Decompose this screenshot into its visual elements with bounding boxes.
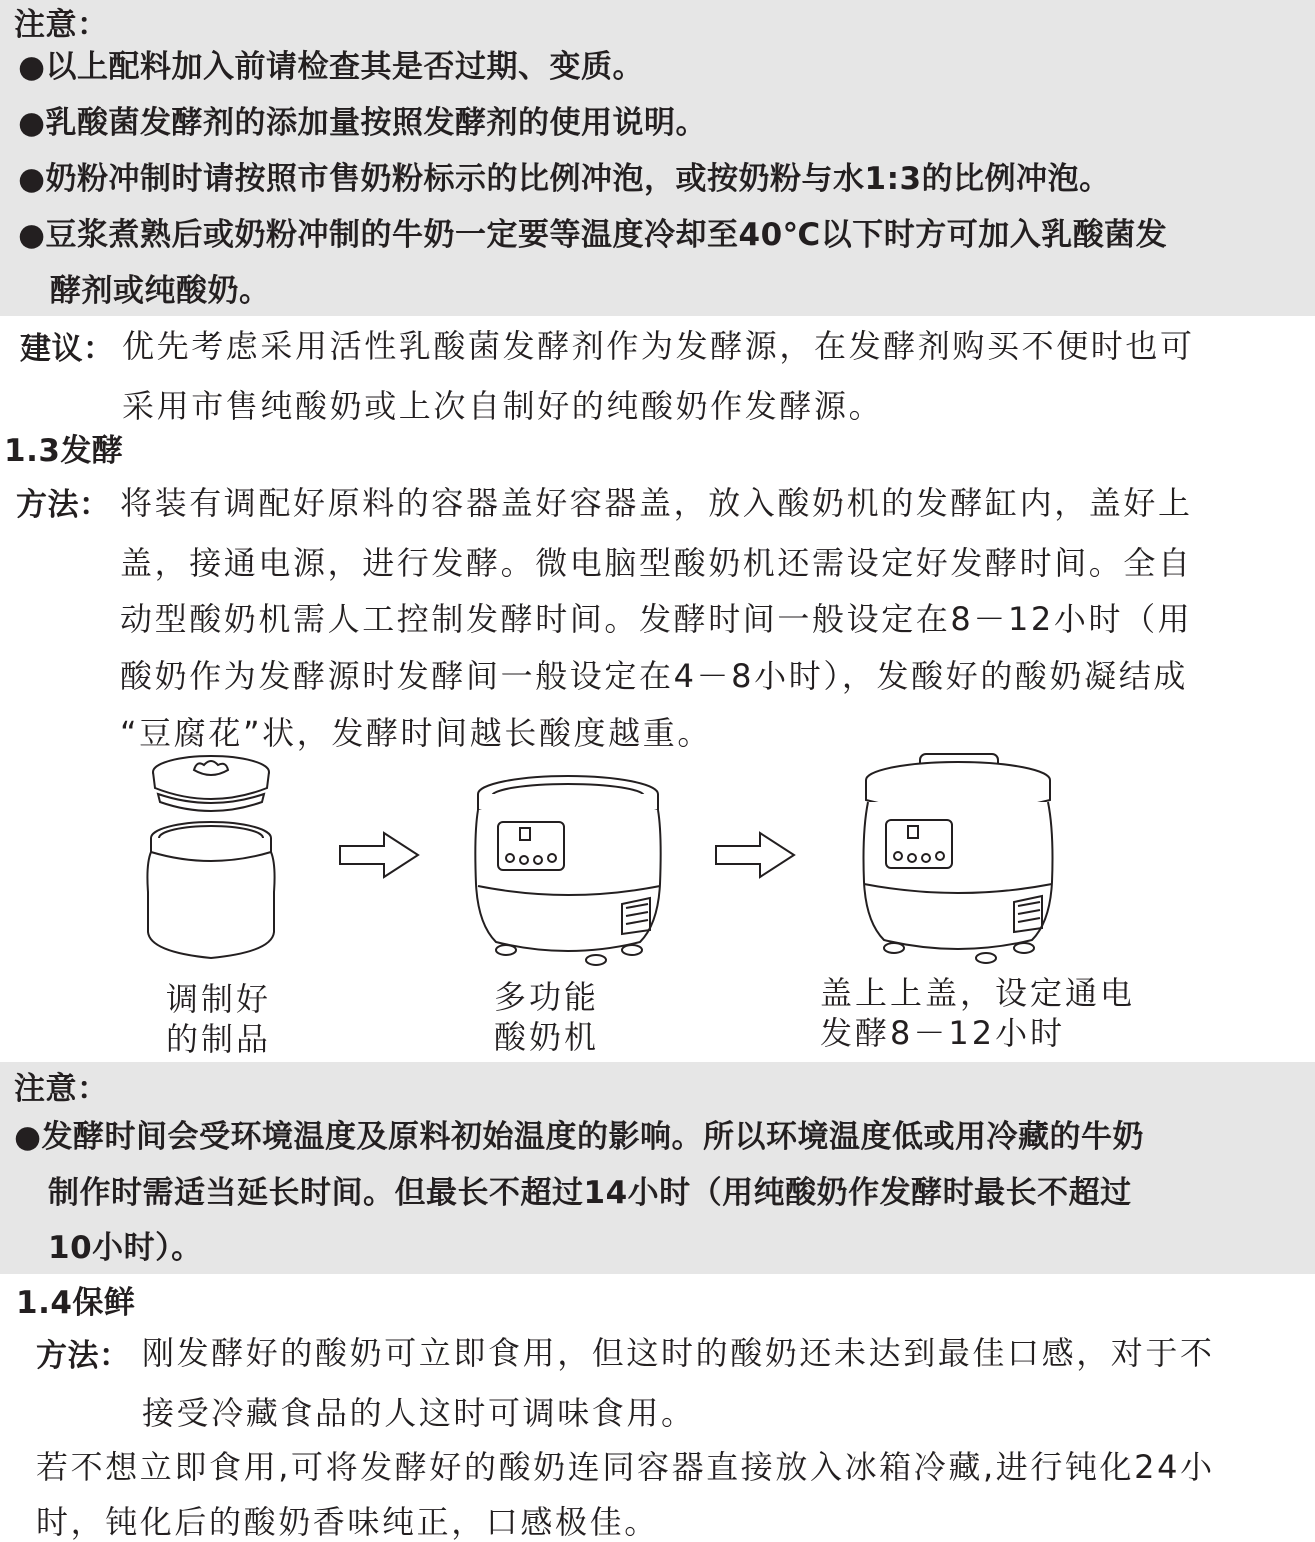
section-13-heading: 1.3发酵: [4, 433, 124, 469]
caption-lidded-line-1: 盖上上盖，设定通电: [820, 974, 1136, 1012]
section-13-line-4: 酸奶作为发酵源时发酵间一般设定在4－8小时），发酸好的酸奶凝结成: [120, 657, 1188, 695]
note2-title: 注意：: [14, 1071, 109, 1107]
note1-title: 注意：: [14, 7, 109, 43]
caption-machine-line-2: 酸奶机: [494, 1018, 600, 1056]
caption-machine-line-1: 多功能: [494, 978, 600, 1016]
arrow-right-icon-2: [714, 830, 798, 880]
note2-line-1: ●发酵时间会受环境温度及原料初始温度的影响。所以环境温度低或用冷藏的牛奶: [14, 1119, 1145, 1155]
note2-line-3: 10小时）。: [48, 1230, 203, 1266]
section-14-line-2: 接受冷藏食品的人这时可调味食用。: [142, 1394, 696, 1432]
section-13-line-5: “豆腐花”状，发酵时间越长酸度越重。: [120, 714, 712, 752]
section-13-line-2: 盖，接通电源，进行发酵。微电脑型酸奶机还需设定好发酵时间。全自: [120, 544, 1193, 582]
section-13-method-label: 方法：: [16, 487, 111, 523]
suggestion-line-1: 优先考虑采用活性乳酸菌发酵剂作为发酵源，在发酵剂购买不便时也可: [122, 327, 1195, 365]
note1-bullet-4-cont: 酵剂或纯酸奶。: [50, 273, 271, 309]
suggestion-line-2: 采用市售纯酸奶或上次自制好的纯酸奶作发酵源。: [122, 387, 884, 425]
arrow-right-icon: [338, 830, 422, 880]
section-14-method-label: 方法：: [36, 1338, 131, 1374]
yogurt-machine-lidded-illustration: [858, 752, 1058, 968]
yogurt-machine-illustration: [472, 774, 664, 966]
note1-bullet-3: ●奶粉冲制时请按照市售奶粉标示的比例冲泡，或按奶粉与水1:3的比例冲泡。: [18, 161, 1111, 197]
note1-bullet-1: ●以上配料加入前请检查其是否过期、变质。: [18, 49, 645, 85]
caption-lidded-line-2: 发酵8－12小时: [820, 1014, 1066, 1052]
section-14-para-line-2: 时，钝化后的酸奶香味纯正，口感极佳。: [36, 1503, 659, 1541]
section-14-heading: 1.4保鲜: [16, 1285, 136, 1321]
caption-jar-line-1: 调制好: [166, 980, 272, 1018]
section-13-line-1: 将装有调配好原料的容器盖好容器盖，放入酸奶机的发酵缸内，盖好上: [120, 484, 1193, 522]
section-14-para-line-1: 若不想立即食用,可将发酵好的酸奶连同容器直接放入冰箱冷藏,进行钝化24小: [36, 1448, 1215, 1486]
section-13-line-3: 动型酸奶机需人工控制发酵时间。发酵时间一般设定在8－12小时（用: [120, 600, 1193, 638]
note2-line-2: 制作时需适当延长时间。但最长不超过14小时（用纯酸奶作发酵时最长不超过: [48, 1175, 1132, 1211]
caption-jar-line-2: 的制品: [166, 1020, 272, 1058]
section-14-line-1: 刚发酵好的酸奶可立即食用，但这时的酸奶还未达到最佳口感，对于不: [142, 1334, 1215, 1372]
note1-bullet-4: ●豆浆煮熟后或奶粉冲制的牛奶一定要等温度冷却至40℃以下时方可加入乳酸菌发: [18, 217, 1168, 253]
note1-bullet-2: ●乳酸菌发酵剂的添加量按照发酵剂的使用说明。: [18, 105, 708, 141]
suggestion-label: 建议：: [20, 331, 115, 367]
yogurt-jar-illustration: [138, 752, 288, 972]
